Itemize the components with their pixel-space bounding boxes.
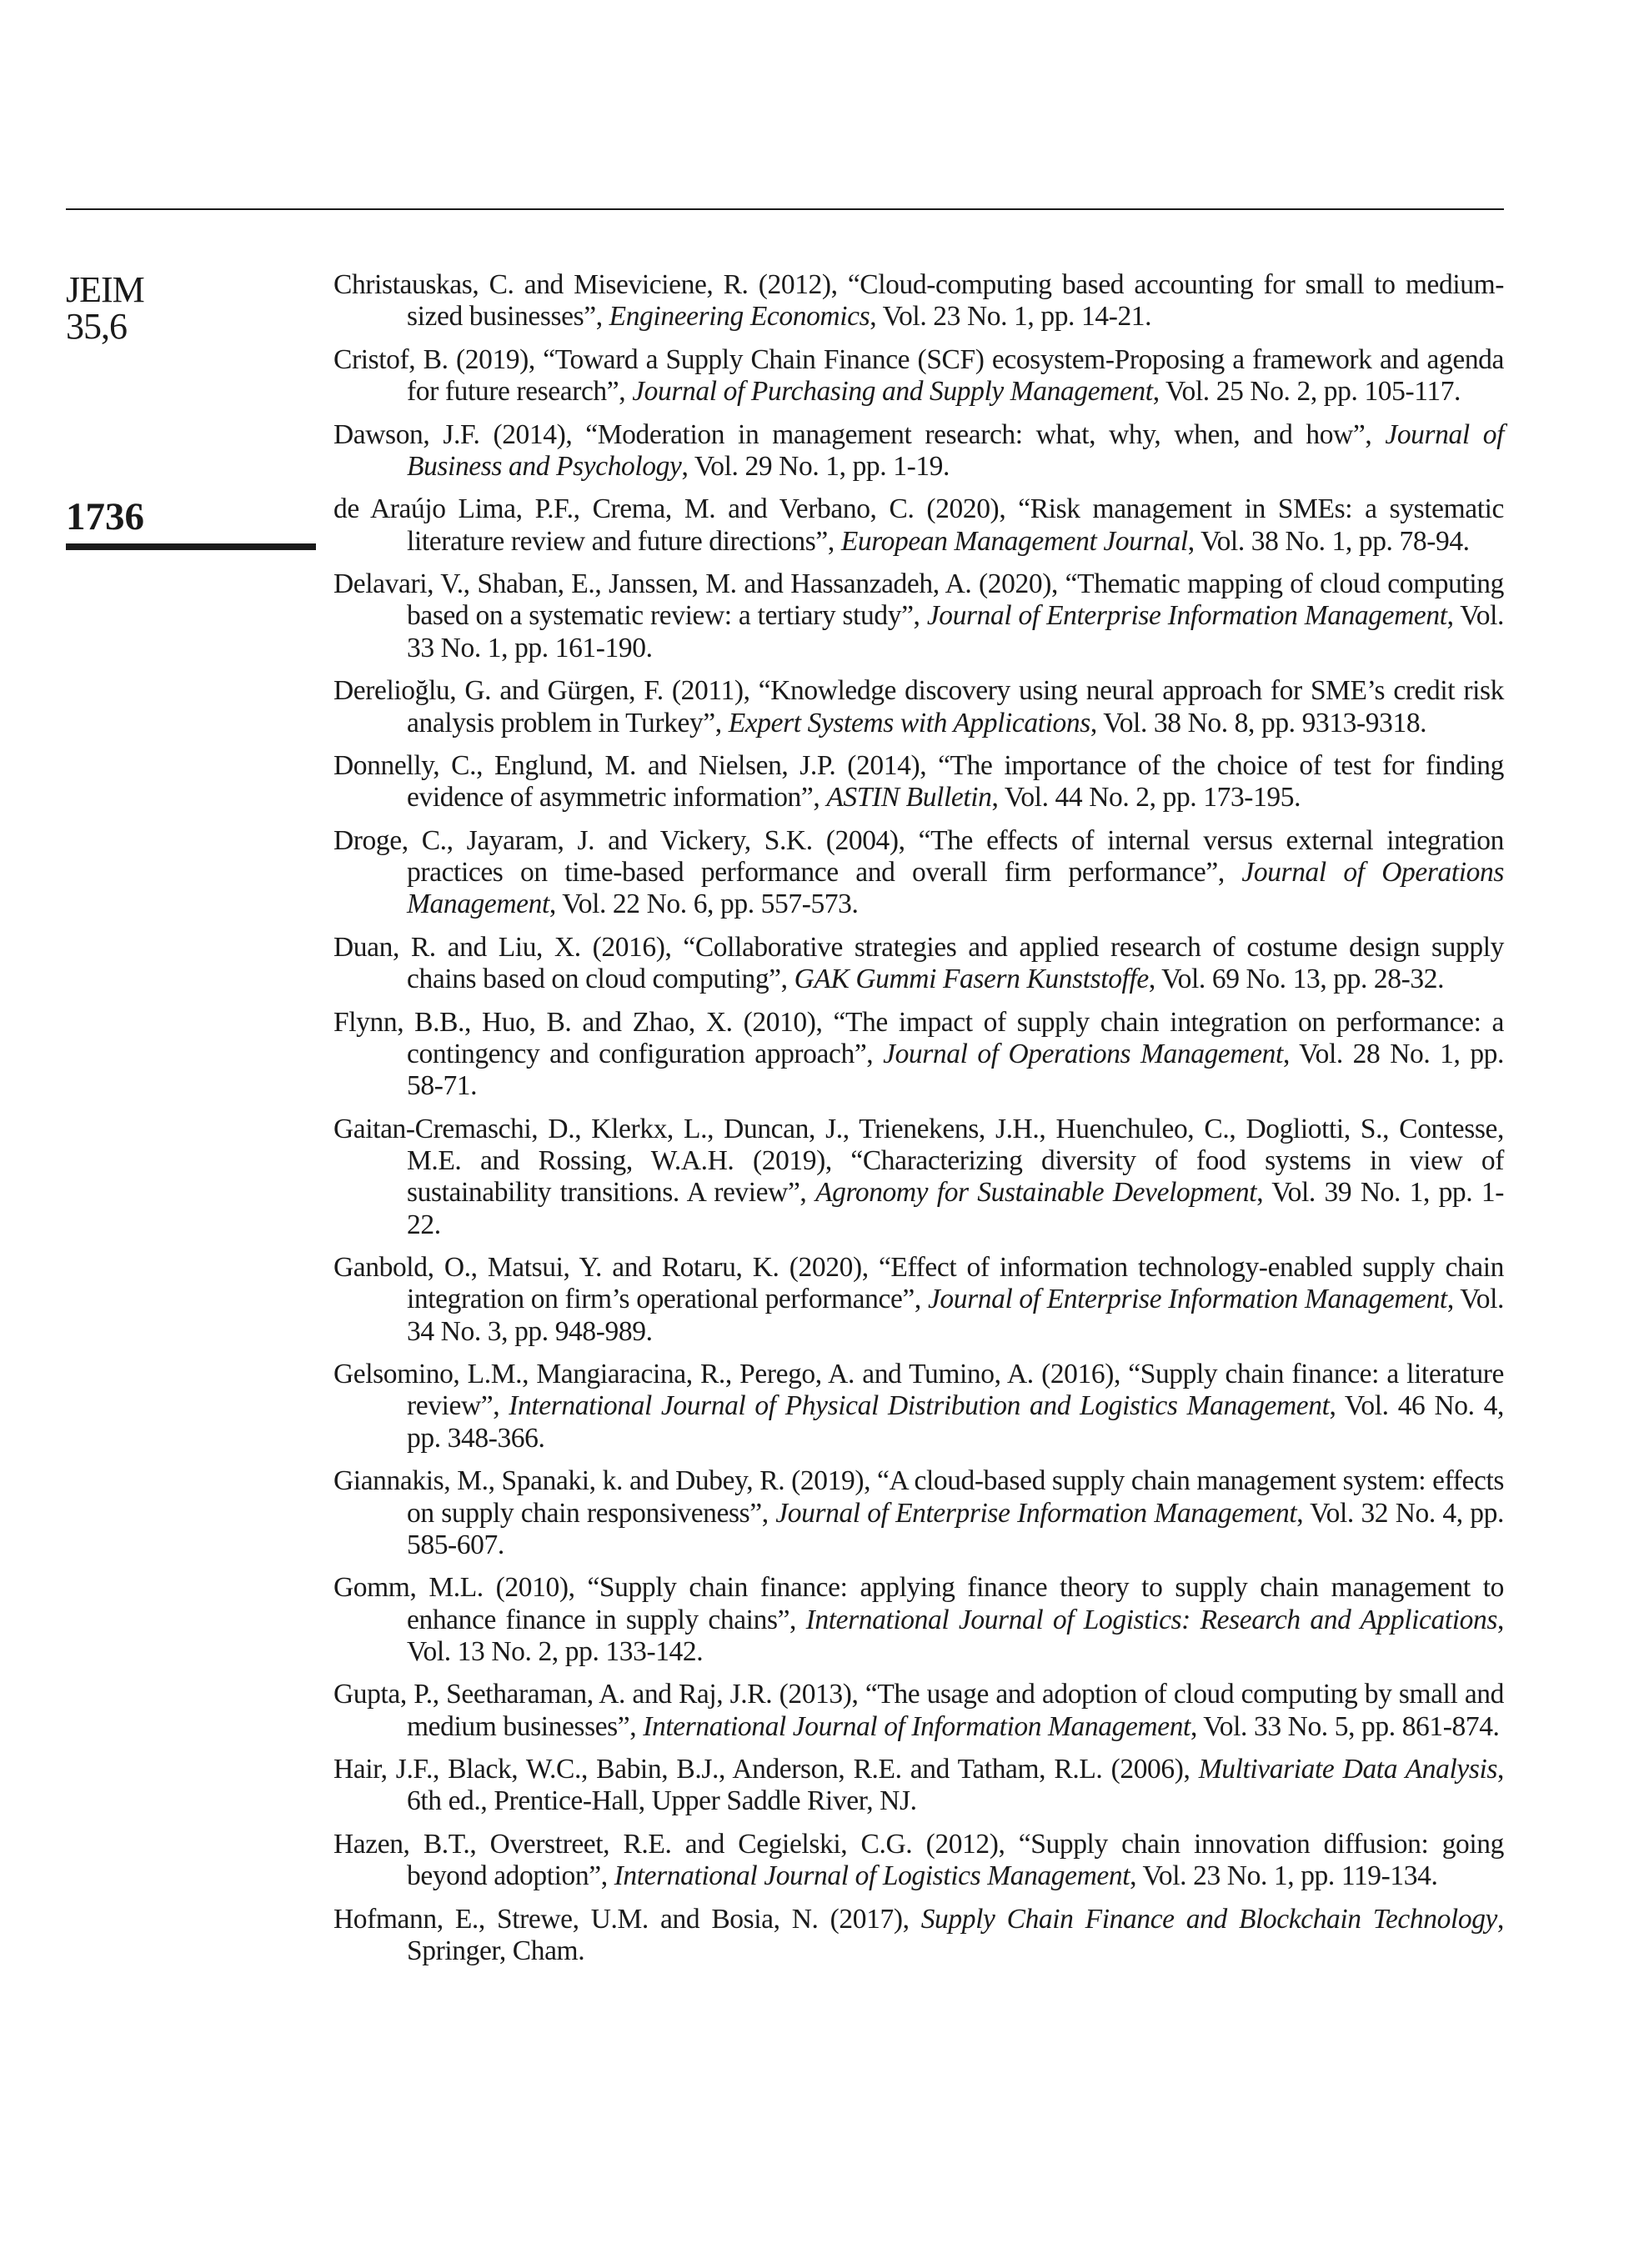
reference-entry: [333, 1679, 1504, 1743]
reference-publication-details: , Vol. 33 No. 5, pp. 861-874.: [1190, 1710, 1500, 1742]
reference-citation-text: de Araújo Lima, P.F., Crema, M. and Verbano, C. (2020), “Risk management in SMEs: a systematic literature review and future directions”,: [333, 493, 1504, 557]
reference-citation-text: Gomm, M.L. (2010), “Supply chain finance: applying finance theory to supply chain management to enhance finance in supply chains”,: [333, 1572, 1504, 1635]
reference-entry: [333, 1114, 1504, 1241]
reference-citation-text: Hofmann, E., Strewe, U.M. and Bosia, N. (2017),: [333, 1903, 921, 1935]
journal-abbrev: JEIM: [66, 269, 144, 310]
volume-issue: 35,6: [66, 306, 127, 347]
reference-entry: [333, 750, 1504, 814]
reference-citation-text: Flynn, B.B., Huo, B. and Zhao, X. (2010), “The impact of supply chain integration on performance: a contingency and configuration approach”,: [333, 1006, 1504, 1069]
reference-citation-text: Christauskas, C. and Miseviciene, R. (2012), “Cloud-computing based accounting for small to medium-sized businesses”,: [333, 269, 1504, 333]
reference-citation-text: Cristof, B. (2019), “Toward a Supply Chain Finance (SCF) ecosystem-Proposing a framework and agenda for future research”,: [333, 343, 1504, 408]
page-number-rule: [66, 543, 316, 550]
reference-publication-details: , Vol. 46 No. 4, pp. 348-366.: [407, 1390, 1504, 1454]
reference-publication-details: , Vol. 23 No. 1, pp. 14-21.: [870, 301, 1152, 333]
reference-source-title: Supply Chain Finance and Blockchain Technology: [920, 1903, 1498, 1935]
reference-citation-text: Hazen, B.T., Overstreet, R.E. and Cegielski, C.G. (2012), “Supply chain innovation diffusion: going beyond adoption”,: [333, 1828, 1504, 1892]
reference-source-title: Journal of Operations Management: [883, 1038, 1283, 1069]
header-rule: [66, 208, 1504, 210]
reference-publication-details: , Vol. 34 No. 3, pp. 948-989.: [407, 1284, 1504, 1347]
reference-source-title: Journal of Operations Management: [407, 857, 1504, 920]
reference-citation-text: Gelsomino, L.M., Mangiaracina, R., Perego, A. and Tumino, A. (2016), “Supply chain finance: a literature review”,: [333, 1359, 1504, 1422]
reference-citation-text: Delavari, V., Shaban, E., Janssen, M. and Hassanzadeh, A. (2020), “Thematic mapping of cloud computing based on a systematic review: a tertiary study”,: [333, 568, 1504, 632]
reference-publication-details: , Springer, Cham.: [407, 1903, 1504, 1967]
reference-citation-text: Derelioğlu, G. and Gürgen, F. (2011), “Knowledge discovery using neural approach for SME’s credit risk analysis problem in Turkey”,: [333, 675, 1504, 738]
reference-publication-details: , Vol. 25 No. 2, pp. 105-117.: [1152, 376, 1461, 408]
reference-publication-details: , Vol. 69 No. 13, pp. 28-32.: [1148, 964, 1445, 995]
reference-source-title: International Journal of Logistics Management: [614, 1860, 1130, 1892]
page-number: 1736: [66, 495, 144, 538]
reference-entry: [333, 344, 1504, 408]
reference-publication-details: , Vol. 38 No. 8, pp. 9313-9318.: [1090, 707, 1427, 738]
reference-entry: [333, 493, 1504, 558]
reference-publication-details: , Vol. 44 No. 2, pp. 173-195.: [991, 782, 1301, 814]
reference-source-title: ASTIN Bulletin: [826, 782, 992, 814]
reference-citation-text: Hair, J.F., Black, W.C., Babin, B.J., Anderson, R.E. and Tatham, R.L. (2006),: [333, 1754, 1199, 1785]
reference-publication-details: , Vol. 39 No. 1, pp. 1-22.: [407, 1177, 1504, 1240]
reference-entry: [333, 1007, 1504, 1103]
reference-publication-details: , Vol. 29 No. 1, pp. 1-19.: [681, 450, 950, 482]
reference-entry: [333, 1904, 1504, 1968]
reference-entry: [333, 1754, 1504, 1818]
reference-entry: [333, 825, 1504, 921]
reference-citation-text: Droge, C., Jayaram, J. and Vickery, S.K. (2004), “The effects of internal versus external integration practices on time-based performance and overall firm performance”,: [333, 824, 1504, 889]
reference-entry: [333, 932, 1504, 996]
reference-entry: [333, 419, 1504, 483]
reference-source-title: Journal of Enterprise Information Management: [927, 1284, 1447, 1315]
reference-citation-text: Gaitan-Cremaschi, D., Klerkx, L., Duncan, J., Trienekens, J.H., Huenchuleo, C., Dogliotti, S., Contesse, M.E. and Rossing, W.A.H. (2019), “Characterizing diversity of food systems in view of sustainability transitions. A review”,: [333, 1113, 1504, 1209]
reference-citation-text: Gupta, P., Seetharaman, A. and Raj, J.R. (2013), “The usage and adoption of cloud computing by small and medium businesses”,: [333, 1679, 1504, 1742]
reference-entry: [333, 269, 1504, 333]
reference-entry: [333, 1465, 1504, 1561]
reference-publication-details: , Vol. 22 No. 6, pp. 557-573.: [549, 889, 859, 920]
reference-citation-text: Ganbold, O., Matsui, Y. and Rotaru, K. (2020), “Effect of information technology-enabled supply chain integration on firm’s operational performance”,: [333, 1252, 1504, 1315]
reference-source-title: Journal of Purchasing and Supply Management: [632, 376, 1153, 408]
reference-source-title: Engineering Economics: [609, 301, 870, 333]
reference-entry: [333, 1829, 1504, 1893]
reference-publication-details: , Vol. 32 No. 4, pp. 585-607.: [407, 1497, 1504, 1560]
reference-list: [333, 269, 1504, 1979]
reference-publication-details: , Vol. 28 No. 1, pp. 58-71.: [407, 1038, 1504, 1102]
reference-source-title: Multivariate Data Analysis: [1198, 1754, 1498, 1785]
reference-source-title: International Journal of Logistics: Research and Applications: [805, 1604, 1498, 1635]
reference-citation-text: Donnelly, C., Englund, M. and Nielsen, J.P. (2014), “The importance of the choice of test for finding evidence of asymmetric information”,: [333, 749, 1504, 814]
reference-publication-details: , 6th ed., Prentice-Hall, Upper Saddle River, NJ.: [407, 1754, 1504, 1817]
reference-entry: [333, 1359, 1504, 1454]
reference-source-title: GAK Gummi Fasern Kunststoffe: [794, 964, 1149, 995]
reference-publication-details: , Vol. 38 No. 1, pp. 78-94.: [1187, 525, 1470, 557]
reference-citation-text: Giannakis, M., Spanaki, k. and Dubey, R. (2019), “A cloud-based supply chain management system: effects on supply chain responsiveness”,: [333, 1465, 1504, 1529]
reference-source-title: Expert Systems with Applications: [728, 707, 1090, 738]
journal-identifier: [66, 269, 144, 347]
reference-publication-details: , Vol. 33 No. 1, pp. 161-190.: [407, 600, 1504, 663]
reference-citation-text: Duan, R. and Liu, X. (2016), “Collaborative strategies and applied research of costume design supply chains based on cloud computing”,: [333, 931, 1504, 995]
reference-source-title: Journal of Enterprise Information Management: [775, 1497, 1297, 1529]
reference-source-title: International Journal of Information Management: [643, 1710, 1190, 1742]
reference-source-title: Journal of Business and Psychology: [407, 418, 1504, 482]
reference-entry: [333, 675, 1504, 739]
reference-source-title: Journal of Enterprise Information Management: [926, 600, 1447, 632]
reference-entry: [333, 568, 1504, 664]
reference-source-title: Agronomy for Sustainable Development: [815, 1177, 1257, 1209]
reference-entry: [333, 1252, 1504, 1348]
reference-publication-details: , Vol. 13 No. 2, pp. 133-142.: [407, 1604, 1504, 1667]
reference-entry: [333, 1572, 1504, 1668]
reference-source-title: European Management Journal: [840, 525, 1188, 557]
reference-source-title: International Journal of Physical Distribution and Logistics Management: [509, 1390, 1330, 1422]
reference-citation-text: Dawson, J.F. (2014), “Moderation in management research: what, why, when, and how”,: [333, 418, 1386, 450]
reference-publication-details: , Vol. 23 No. 1, pp. 119-134.: [1130, 1860, 1438, 1892]
